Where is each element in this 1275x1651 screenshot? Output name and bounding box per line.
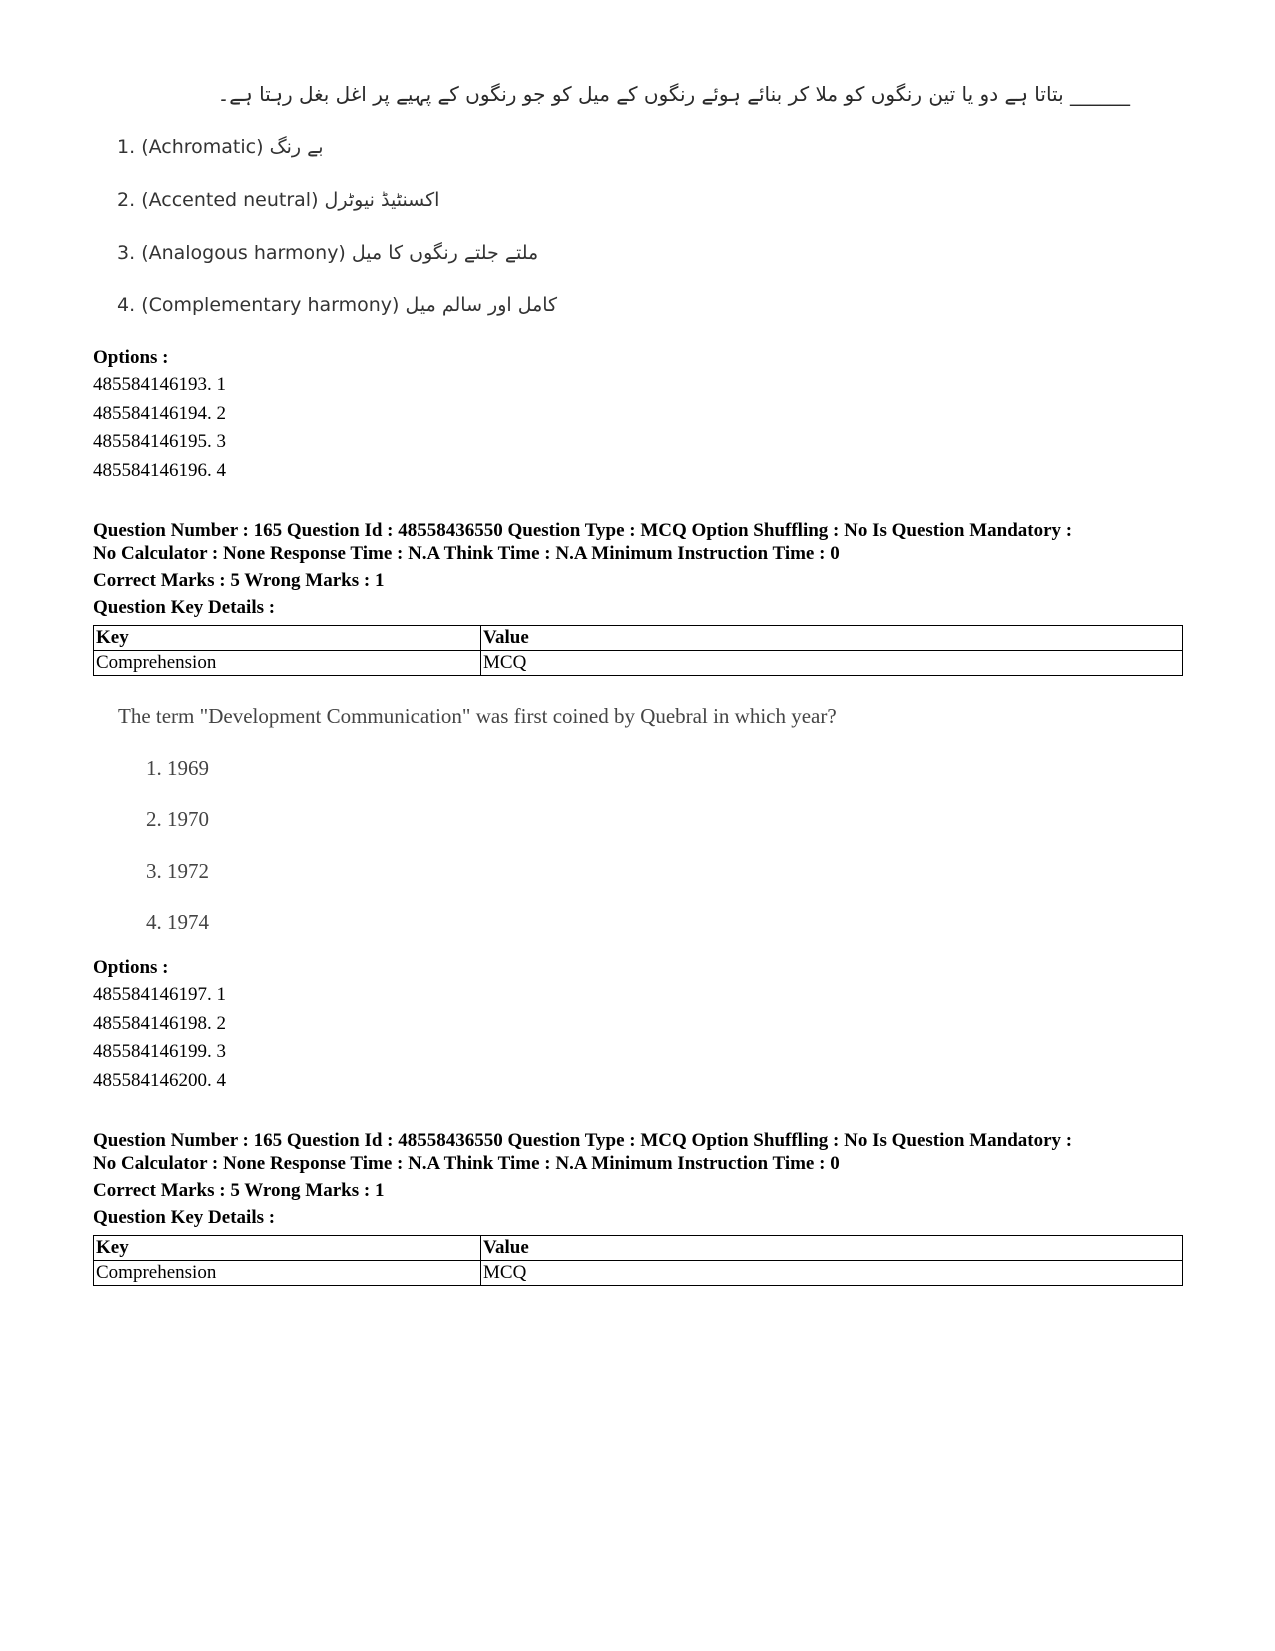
question-meta: Question Number : 165 Question Id : 48558436550 Question Type : MCQ Option Shuffling : No Is Question Mandatory : No Calculator : None Response Time : N.A Think Time : N.A Minimum Instruction Time : 0 xyxy=(93,1130,1073,1174)
key-details-table xyxy=(93,625,1183,676)
table-header-key: Key xyxy=(94,626,481,651)
table-header-value: Value xyxy=(481,626,1183,651)
image-option-2: 2. 1970 xyxy=(146,807,209,831)
table-header-value: Value xyxy=(481,1236,1183,1261)
table-row xyxy=(94,651,1183,676)
option-id: 485584146199. 3 xyxy=(93,1041,226,1062)
question-text: The term "Development Communication" was first coined by Quebral in which year? xyxy=(118,704,837,728)
table-header-row xyxy=(94,1236,1183,1261)
table-cell-key: Comprehension xyxy=(94,1261,481,1286)
option-id: 485584146196. 4 xyxy=(93,459,226,481)
image-option-3: 3. 1972 xyxy=(146,859,209,883)
key-details-label: Question Key Details : xyxy=(93,1207,276,1228)
table-cell-value: MCQ xyxy=(481,1261,1183,1286)
table-cell-key: Comprehension xyxy=(94,651,481,676)
table-header-row xyxy=(94,626,1183,651)
options-list xyxy=(93,371,226,485)
options-label: Options : xyxy=(93,347,169,368)
option-id: 485584146195. 3 xyxy=(93,431,226,452)
key-details-label: Question Key Details : xyxy=(93,597,276,618)
urdu-question-text: ______ بتاتا ہے دو یا تین رنگوں کو ملا کر بنائے ہوئے رنگوں کے میل کو جو رنگوں کے پہیے پر اغل بغل رہتا ہے۔ xyxy=(217,82,1130,106)
options-label: Options : xyxy=(93,957,169,978)
option-id: 485584146198. 2 xyxy=(93,1012,226,1034)
options-list xyxy=(93,981,226,1095)
option-id: 485584146197. 1 xyxy=(93,984,226,1005)
question-meta: Question Number : 165 Question Id : 48558436550 Question Type : MCQ Option Shuffling : No Is Question Mandatory : No Calculator : None Response Time : N.A Think Time : N.A Minimum Instruction Time : 0 xyxy=(93,520,1073,564)
image-option-1: 1. 1969 xyxy=(146,756,209,780)
key-details-table xyxy=(93,1235,1183,1286)
image-option-4: 4. 1974 xyxy=(146,910,209,934)
table-cell-value: MCQ xyxy=(481,651,1183,676)
option-id: 485584146200. 4 xyxy=(93,1069,226,1091)
marks-line: Correct Marks : 5 Wrong Marks : 1 xyxy=(93,570,385,591)
option-id: 485584146194. 2 xyxy=(93,402,226,424)
image-option-3: 3. (Analogous harmony) ملتے جلتے رنگوں کا میل xyxy=(117,242,539,264)
table-row xyxy=(94,1261,1183,1286)
image-option-1: 1. (Achromatic) بے رنگ xyxy=(117,136,324,158)
image-option-4: 4. (Complementary harmony) کامل اور سالم میل xyxy=(117,294,558,316)
marks-line: Correct Marks : 5 Wrong Marks : 1 xyxy=(93,1180,385,1201)
option-id: 485584146193. 1 xyxy=(93,374,226,395)
image-option-2: 2. (Accented neutral) اکسنٹیڈ نیوٹرل xyxy=(117,189,440,211)
table-header-key: Key xyxy=(94,1236,481,1261)
